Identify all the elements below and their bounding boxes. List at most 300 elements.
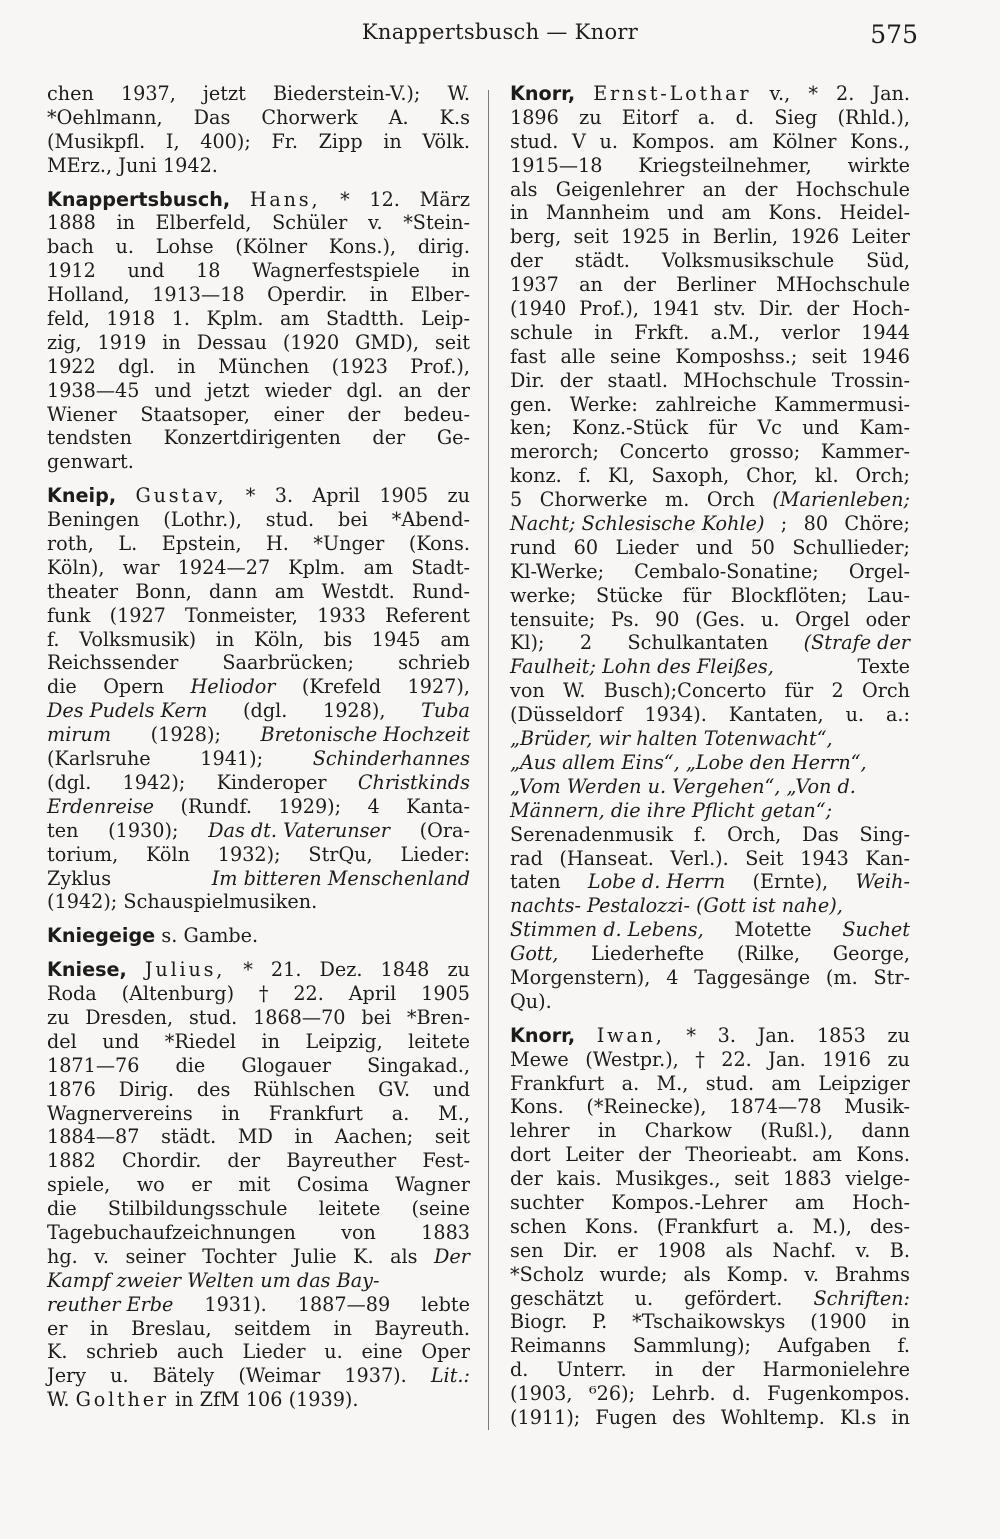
word: wo <box>136 1173 165 1197</box>
text-line <box>47 723 470 747</box>
text-line <box>47 188 470 212</box>
text-line <box>47 1173 470 1197</box>
word: 1883 <box>421 1220 470 1244</box>
word: am <box>363 555 394 579</box>
entry-headword: Kniese, <box>47 958 127 982</box>
word: 1946 <box>861 344 910 368</box>
text-line <box>47 675 470 699</box>
word: Kons.), <box>328 235 397 259</box>
word: (Rundf. <box>180 794 252 818</box>
word: März <box>419 187 470 211</box>
word: zig, <box>47 330 82 354</box>
word: Leiter <box>851 225 910 249</box>
word: a.M., <box>710 320 761 344</box>
word: Chordir. <box>121 1149 202 1173</box>
text-line <box>47 1340 470 1364</box>
word: von <box>510 679 545 703</box>
word: Wagnerfestspiele <box>252 259 420 283</box>
word: dann <box>861 1119 910 1143</box>
word: 1913—18 <box>152 283 245 307</box>
word: der <box>701 1358 735 1382</box>
word: (seine <box>411 1197 470 1221</box>
text-line <box>47 1054 470 1078</box>
word: Saarbrücken; <box>222 651 354 675</box>
word: (Frankfurt <box>656 1214 759 1238</box>
word: der <box>623 273 656 297</box>
word: u. <box>761 607 780 631</box>
word: Stücke <box>596 583 663 607</box>
word: merorch; <box>510 440 600 464</box>
text-line <box>47 628 470 652</box>
text-line <box>510 727 910 751</box>
word: Aufgaben <box>777 1334 871 1358</box>
text-line <box>510 440 910 464</box>
word: in <box>294 1125 314 1149</box>
word: suchter <box>510 1190 584 1214</box>
word: Orgel- <box>848 559 910 583</box>
text-line <box>510 369 910 393</box>
word: Konz.-Stück <box>572 416 689 440</box>
entry-gap <box>47 474 470 484</box>
word: Fugenkompos. <box>767 1382 910 1406</box>
word: Kl.s <box>839 1405 877 1429</box>
word: stv. <box>713 297 746 321</box>
word: ZfM <box>199 1388 240 1412</box>
word: Dez. <box>319 958 363 982</box>
text-line <box>510 1287 910 1311</box>
text-line <box>47 154 470 178</box>
word: a. <box>621 1071 640 1095</box>
word: in <box>333 1316 352 1340</box>
word: am <box>440 627 470 651</box>
word: Komposhss.; <box>675 344 798 368</box>
text-line <box>510 1215 910 1239</box>
word: stud. <box>265 508 315 532</box>
word: Blockflöten; <box>730 583 848 607</box>
word: 1874—78 <box>729 1095 822 1119</box>
word: Verl.). <box>670 846 729 870</box>
word: feld, <box>47 307 90 331</box>
text-line <box>510 560 910 584</box>
word: am <box>728 129 759 153</box>
word: Mannheim <box>545 201 650 225</box>
word: Elberfeld, <box>155 211 252 235</box>
text-line <box>47 1030 470 1054</box>
word: 1933 <box>317 603 366 627</box>
word: leitete <box>318 1197 381 1221</box>
word: u. <box>324 1340 343 1364</box>
word: Serenadenmusik <box>510 822 673 846</box>
word: in <box>90 1316 109 1340</box>
word: (Ora- <box>419 818 470 842</box>
word: (1927 <box>109 603 166 627</box>
text-line <box>510 1024 910 1048</box>
word: die <box>175 1053 206 1077</box>
word: (1940 <box>510 297 567 321</box>
word: * <box>686 1023 696 1047</box>
word: 1871—76 <box>47 1053 140 1077</box>
word: Des Pudels Kern <box>47 699 208 723</box>
word: 60 <box>573 535 599 559</box>
running-head: Knappertsbusch — Knorr <box>361 20 639 44</box>
word: mirum <box>47 723 112 747</box>
word: zu <box>47 1005 70 1029</box>
word: Tagebuchaufzeichnungen <box>47 1220 296 1244</box>
text-line <box>510 273 910 297</box>
word: 1868—70 <box>253 1005 346 1029</box>
word: GV. <box>378 1077 411 1101</box>
word: Schauspielmusiken. <box>123 890 318 914</box>
word: (Kons. <box>408 532 470 556</box>
text-line <box>510 512 910 536</box>
word: städt. <box>161 1125 217 1149</box>
word: (Rußl.), <box>760 1119 834 1143</box>
left-column <box>47 82 470 1412</box>
word: fast <box>510 344 547 368</box>
text-line <box>47 771 470 795</box>
word: (Karlsruhe <box>47 747 151 771</box>
word: stud. <box>510 129 559 153</box>
word: (dgl. <box>47 770 92 794</box>
text-line <box>510 584 910 608</box>
word: Opern <box>103 675 165 699</box>
word: 1927), <box>407 675 470 699</box>
text-line <box>47 379 470 403</box>
word: Lieder <box>242 1340 306 1364</box>
text-line <box>510 488 910 512</box>
word: kl. <box>814 464 839 488</box>
word: der <box>744 177 778 201</box>
word: Orch, <box>727 822 782 846</box>
word: Brahms <box>834 1262 910 1286</box>
word: Kampf zweier Welten um das Bay- <box>47 1268 380 1292</box>
word: in <box>891 1405 910 1429</box>
word: 1888 <box>47 211 96 235</box>
text-line <box>510 130 910 154</box>
text-line <box>47 604 470 628</box>
word: Stadt- <box>411 555 470 579</box>
word: stud. <box>188 1005 238 1029</box>
word: Musik- <box>844 1095 910 1119</box>
word: (Altenburg) <box>121 982 235 1006</box>
word: als <box>725 1238 753 1262</box>
word: Kl); <box>510 631 545 655</box>
word: und <box>154 378 192 402</box>
word: Tochter <box>202 1244 277 1268</box>
word: und <box>696 535 733 559</box>
word: berg, <box>510 225 562 249</box>
word: schule <box>510 320 573 344</box>
word: *Riedel <box>164 1029 237 1053</box>
word: Bayreuth. <box>374 1316 470 1340</box>
text-line <box>47 699 470 723</box>
word: Westdt. <box>321 579 395 603</box>
word: Sing- <box>859 822 910 846</box>
word: Komp. <box>726 1262 789 1286</box>
text-line <box>47 283 470 307</box>
word: v. <box>94 1244 109 1268</box>
word: der <box>227 1149 261 1173</box>
word: Heliodor <box>190 675 276 699</box>
word: zu <box>447 484 470 508</box>
word: schrieb <box>86 1340 159 1364</box>
word: Weih- <box>855 870 910 894</box>
text-line <box>47 211 470 235</box>
word: Kriegsteilnehmer, <box>638 153 812 177</box>
word: er <box>47 1316 68 1340</box>
text-line <box>47 556 470 580</box>
word: (Hanseat. <box>559 846 654 870</box>
word: die <box>47 1197 77 1221</box>
word: Chorwerk <box>261 105 358 129</box>
word: Kammer- <box>820 440 910 464</box>
word: (1942); <box>47 890 118 914</box>
word: war <box>122 555 160 579</box>
word: 1918 <box>106 307 156 331</box>
word: Gambe. <box>183 924 259 948</box>
word: Schinderhannes <box>312 747 470 771</box>
word: spiele, <box>47 1173 111 1197</box>
word: (m. <box>825 965 858 989</box>
word: funk <box>47 603 91 627</box>
word: 3. <box>717 1023 736 1047</box>
word: ten <box>47 818 79 842</box>
word: Rund- <box>412 579 470 603</box>
word: staatl. <box>607 368 668 392</box>
word: in <box>891 1310 910 1334</box>
word: 1937, <box>120 82 176 105</box>
word: Christkinds <box>357 770 470 794</box>
text-line <box>510 1263 910 1287</box>
word: 90 <box>655 607 680 631</box>
text-line <box>510 1072 910 1096</box>
word: Köln <box>146 842 190 866</box>
word: Bätely <box>152 1364 215 1388</box>
text-line <box>47 890 470 914</box>
word: Gott, <box>510 942 559 966</box>
text-line <box>47 867 470 891</box>
entry-headword: Kniegeige <box>47 924 156 948</box>
text-line <box>510 1119 910 1143</box>
word: (Strafe der <box>803 631 910 655</box>
word: 2 <box>831 679 844 703</box>
text-line <box>510 1239 910 1263</box>
word: Qu). <box>510 989 552 1013</box>
text-line <box>510 464 910 488</box>
word: L. <box>118 532 138 556</box>
word: 1942); <box>122 770 186 794</box>
word: (dgl. <box>243 699 288 723</box>
text-line <box>47 82 470 106</box>
text-line <box>47 235 470 259</box>
text-line <box>47 651 470 675</box>
word: Wagnervereins <box>47 1101 193 1125</box>
text-line <box>47 403 470 427</box>
word: für <box>784 679 814 703</box>
text-line <box>47 747 470 771</box>
word: der <box>806 297 840 321</box>
text-line <box>510 870 910 894</box>
word: (Westpr.), <box>585 1047 679 1071</box>
text-line <box>510 225 910 249</box>
word: Schulkantaten <box>627 631 769 655</box>
word: torium, <box>47 842 119 866</box>
text-line <box>510 393 910 417</box>
text-line <box>47 130 470 154</box>
word: MHochschule <box>682 368 817 392</box>
text-line <box>47 924 470 948</box>
word: MHochschule <box>776 273 910 297</box>
word: in <box>451 259 470 283</box>
text-line <box>510 679 910 703</box>
word: seit <box>734 1167 770 1191</box>
word: Referent <box>385 603 470 627</box>
word: Köln, <box>254 627 305 651</box>
word: schen <box>510 1214 567 1238</box>
word: Erdenreise <box>47 794 155 818</box>
text-line <box>47 795 470 819</box>
word: am <box>771 1071 802 1095</box>
text-line <box>510 608 910 632</box>
word: Das dt. Vaterunser <box>208 818 390 842</box>
word: tendsten <box>47 426 132 450</box>
word: wurde; <box>599 1262 668 1286</box>
word: 1908 <box>657 1238 706 1262</box>
word: und <box>433 1077 470 1101</box>
word: 22. <box>721 1047 752 1071</box>
word: H. <box>266 532 289 556</box>
word: Lobe d. Herrn <box>587 870 726 894</box>
word: für <box>682 583 712 607</box>
text-line <box>47 1197 470 1221</box>
word: Köln), <box>47 555 105 579</box>
word: Bayreuther <box>286 1149 397 1173</box>
text-line <box>510 106 910 130</box>
word: Lehrb. <box>651 1382 716 1406</box>
word: 1937). <box>344 1364 407 1388</box>
word: am <box>812 1143 842 1167</box>
word: u. <box>110 1364 129 1388</box>
word: Leiter <box>565 1143 624 1167</box>
word: der <box>372 426 406 450</box>
word: stud. <box>705 1071 755 1095</box>
word: 1905 <box>421 982 470 1006</box>
word: Kons. <box>584 1214 639 1238</box>
word: Julius, <box>144 958 226 982</box>
word: Kompos.-Lehrer <box>611 1190 768 1214</box>
word: † <box>258 982 269 1006</box>
word: Vc <box>757 416 782 440</box>
word: an <box>579 273 603 297</box>
text-line <box>510 799 910 823</box>
word: Kompos. <box>631 129 716 153</box>
word: Holland, <box>47 283 130 307</box>
word: „Brüder, wir halten Totenwacht“, <box>510 727 833 751</box>
word: 5 <box>510 488 523 512</box>
word: Jery <box>47 1364 87 1388</box>
word: Orgel <box>795 607 850 631</box>
word: theater <box>47 579 119 603</box>
word: W. <box>563 679 586 703</box>
word: Schriften: <box>813 1286 910 1310</box>
word: 1926 <box>790 225 840 249</box>
word: rund <box>510 535 557 559</box>
word: für <box>708 416 738 440</box>
word: Schullieder; <box>792 535 910 559</box>
word: in <box>261 1029 281 1053</box>
word: Nachf. <box>772 1238 837 1262</box>
text-line <box>47 508 470 532</box>
word: in <box>116 211 135 235</box>
word: der <box>510 1167 543 1191</box>
word: Kons., <box>850 129 910 153</box>
word: grosso; <box>729 440 801 464</box>
word: del <box>47 1029 77 1053</box>
text-line <box>47 1125 470 1149</box>
text-line <box>47 1078 470 1102</box>
word: 1943 <box>800 846 849 870</box>
word: George, <box>832 942 910 966</box>
text-line <box>47 106 470 130</box>
entry-headword: Knappertsbusch, <box>47 187 231 211</box>
word: *Abend- <box>391 508 470 532</box>
word: Lieder <box>615 535 679 559</box>
word: Kan- <box>865 846 910 870</box>
word: Volksmusik) <box>79 627 197 651</box>
word: der <box>437 378 470 402</box>
word: seit <box>811 344 847 368</box>
word: (1930); <box>108 818 179 842</box>
word: (Rilke, <box>736 942 801 966</box>
word: in <box>654 1358 674 1382</box>
word: 3. <box>274 484 294 508</box>
word: leitete <box>408 1029 470 1053</box>
word: schrieb <box>398 651 470 675</box>
word: Fest- <box>422 1149 470 1173</box>
word: Fugen <box>595 1405 658 1429</box>
text-line <box>510 847 910 871</box>
word: (1911); <box>510 1405 581 1429</box>
word: Bretonische Hochzeit <box>260 723 470 747</box>
word: seine <box>609 344 662 368</box>
word: 2 <box>579 631 593 655</box>
page-header <box>0 20 1000 60</box>
word: taten <box>510 870 561 894</box>
word: 400); <box>200 129 251 153</box>
word: Ge- <box>436 426 470 450</box>
word: I, <box>165 129 180 153</box>
text-line <box>47 843 470 867</box>
word: (Krefeld <box>301 675 382 699</box>
word: Breslau, <box>131 1316 212 1340</box>
word: Bonn, <box>135 579 192 603</box>
word: dann <box>209 579 258 603</box>
word: *Tschaikowskys <box>632 1310 786 1334</box>
word: Kölner <box>772 129 837 153</box>
word: und <box>802 416 840 440</box>
entry-headword: Knorr, <box>510 1023 576 1047</box>
word: * <box>340 187 350 211</box>
word: K.s <box>439 105 470 129</box>
word: Kantaten, <box>728 703 824 727</box>
text-line <box>510 1191 910 1215</box>
word: der <box>510 249 543 273</box>
word: bei <box>338 508 368 532</box>
word: in <box>510 201 529 225</box>
word: *Stein- <box>403 211 470 235</box>
word: (1923 <box>331 354 388 378</box>
word: in <box>597 1119 617 1143</box>
